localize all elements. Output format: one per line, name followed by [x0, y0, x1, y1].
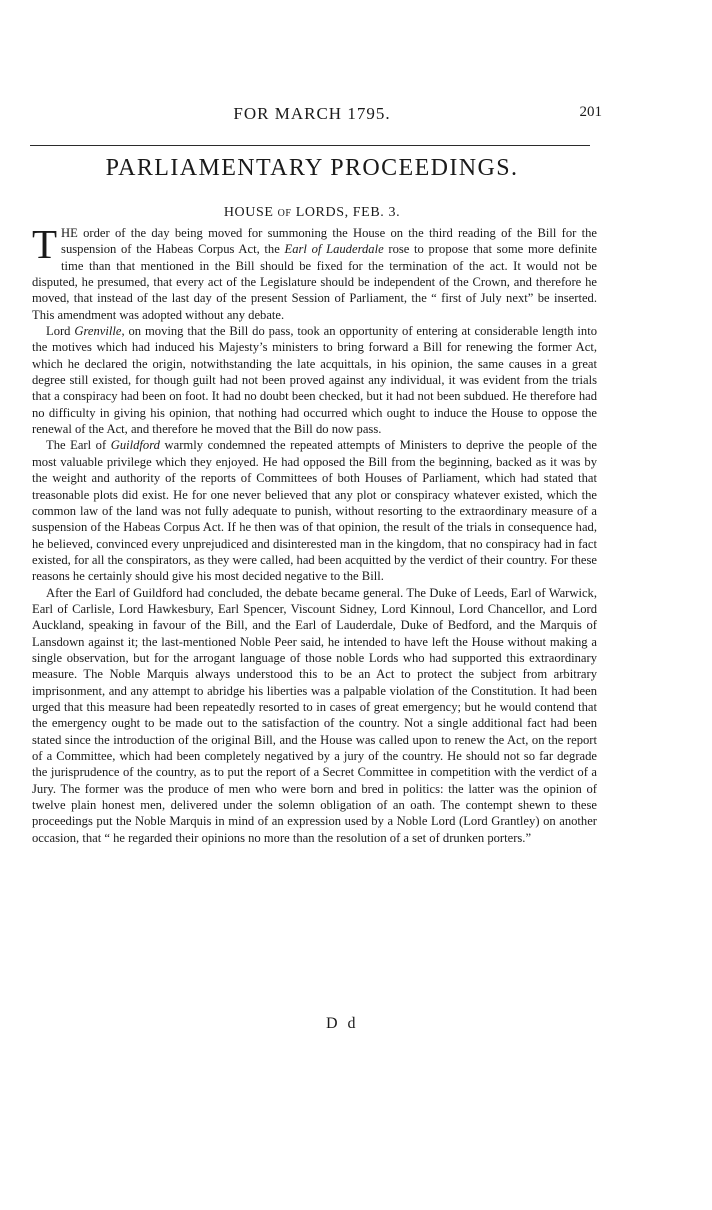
paragraph-2-text-a: Lord	[46, 324, 75, 339]
paragraph-2-name: Grenville	[74, 324, 122, 339]
subsection-date: FEB. 3.	[352, 205, 401, 220]
paragraph-1-text-b: rose to propose that some more definite time than that mentioned in the Bill should be fixed for the termination of the act. It would not be disputed, he presumed, that every act of the Legislature should be independent of the Crown, and therefore he moved, that instead of the last day of the present Session of Parliament, the “ first of July next” be inserted. This amendment was adopted without any debate.	[32, 242, 597, 322]
paragraph-2-text-b: , on moving that the Bill do pass, took an opportunity of entering at considerable length into the motives which had induced his Majesty’s ministers to bring forward a Bill for renewing the former Act, which he declared the origin, notwithstanding the late acquittals, in his opinion, the same causes in a great degree still existed, for though guilt had not been proved against any individual, it was evident from the trials that a conspiracy had been on foot. It had no doubt been checked, but it had not been subdued. He therefore had no difficulty in giving his opinion, that nothing had occurred which ought to induce the House to oppose the renewal of the Act, and therefore he moved that the Bill do now pass.	[32, 324, 597, 437]
page-number: 201	[579, 104, 602, 120]
running-head	[22, 104, 602, 126]
paragraph-1-name: Earl of Lauderdale	[284, 242, 384, 257]
header-rule	[30, 145, 590, 146]
paragraph-1-text-a: HE order of the day being moved for summoning the House on the third reading of the Bill for the suspension of the Habeas Corpus Act, the	[61, 226, 597, 257]
paragraph-3	[32, 437, 597, 584]
paragraph-3-name: Guildford	[110, 438, 160, 453]
article-body	[32, 221, 597, 846]
signature-mark: D d	[326, 1015, 359, 1032]
subsection-of: OF	[277, 208, 292, 219]
section-title: PARLIAMENTARY PROCEEDINGS.	[105, 155, 519, 181]
paragraph-3-text-b: warmly condemned the repeated attempts of Ministers to deprive the people of the most valuable privilege which they enjoyed. He had opposed the Bill from the beginning, backed as it was by the weight and authority of the reports of Committees of both Houses of Parliament, which had stated that treasonable plots did exist. He for one never believed that any plot or conspiracy whatever existed, which the common law of the land was not fully adequate to punish, without resorting to the extraordinary measure of a suspension of the Habeas Corpus Act. If he then was of that opinion, the result of the trials in consequence had, he believed, convinced every unprejudiced and disinterested man in the kingdom, that no conspiracy had in fact existed, for all the conspirators, as they were called, had been acquitted by the verdict of their country. For these reasons he certainly should give his most decided negative to the Bill.	[32, 438, 597, 584]
subsection-lords: LORDS,	[295, 205, 349, 220]
running-title: FOR MARCH 1795.	[233, 104, 391, 123]
subsection-house: HOUSE	[223, 205, 274, 220]
book-page	[22, 0, 602, 1210]
paragraph-4: After the Earl of Guildford had concluded, the debate became general. The Duke of Leeds, Earl of Warwick, Earl of Carlisle, Lord Hawkesbury, Earl Spencer, Viscount Sidney, Lord Kinnoul, Lord Chancellor, and Lord Auckland, speaking in favour of the Bill, and the Earl of Lauderdale, Duke of Bedford, and the Marquis of Lansdown against it; the last-mentioned Noble Peer said, he intended to have left the House without making a single observation, but for the arrogant language of those noble Lords who had supported this extraordinary measure. The Noble Marquis always understood this to be an Act to protect the subject from arbitrary imprisonment, and any attempt to abridge his liberties was a palpable violation of the Constitution. It had been urged that this measure had been repeatedly resorted to in cases of great emergency; but he would contend that the emergency ought to be made out to the satisfaction of the country. Not a single additional fact had been stated since the introduction of the original Bill, and the House was called upon to renew the Act, on the report of a Committee, which had been completely negatived by a jury of the country. He should not so far degrade the jurisprudence of the country, as to put the report of a Secret Committee in competition with the verdict of a Jury. The former was the produce of men who were born and bred in politics: the latter was the opinion of twelve plain honest men, delivered under the solemn obligation of an oath. The contempt shewn to these proceedings put the Noble Marquis in mind of an expression used by a Noble Lord (Lord Grantley) on another occasion, that “ he regarded their opinions no more than the resolution of a set of drunken porters.”	[32, 585, 597, 845]
paragraph-3-text-a: The Earl of	[46, 438, 111, 453]
paragraph-1	[32, 221, 597, 323]
subsection-title	[22, 205, 602, 221]
drop-cap: T	[32, 221, 58, 267]
paragraph-2	[32, 323, 597, 437]
